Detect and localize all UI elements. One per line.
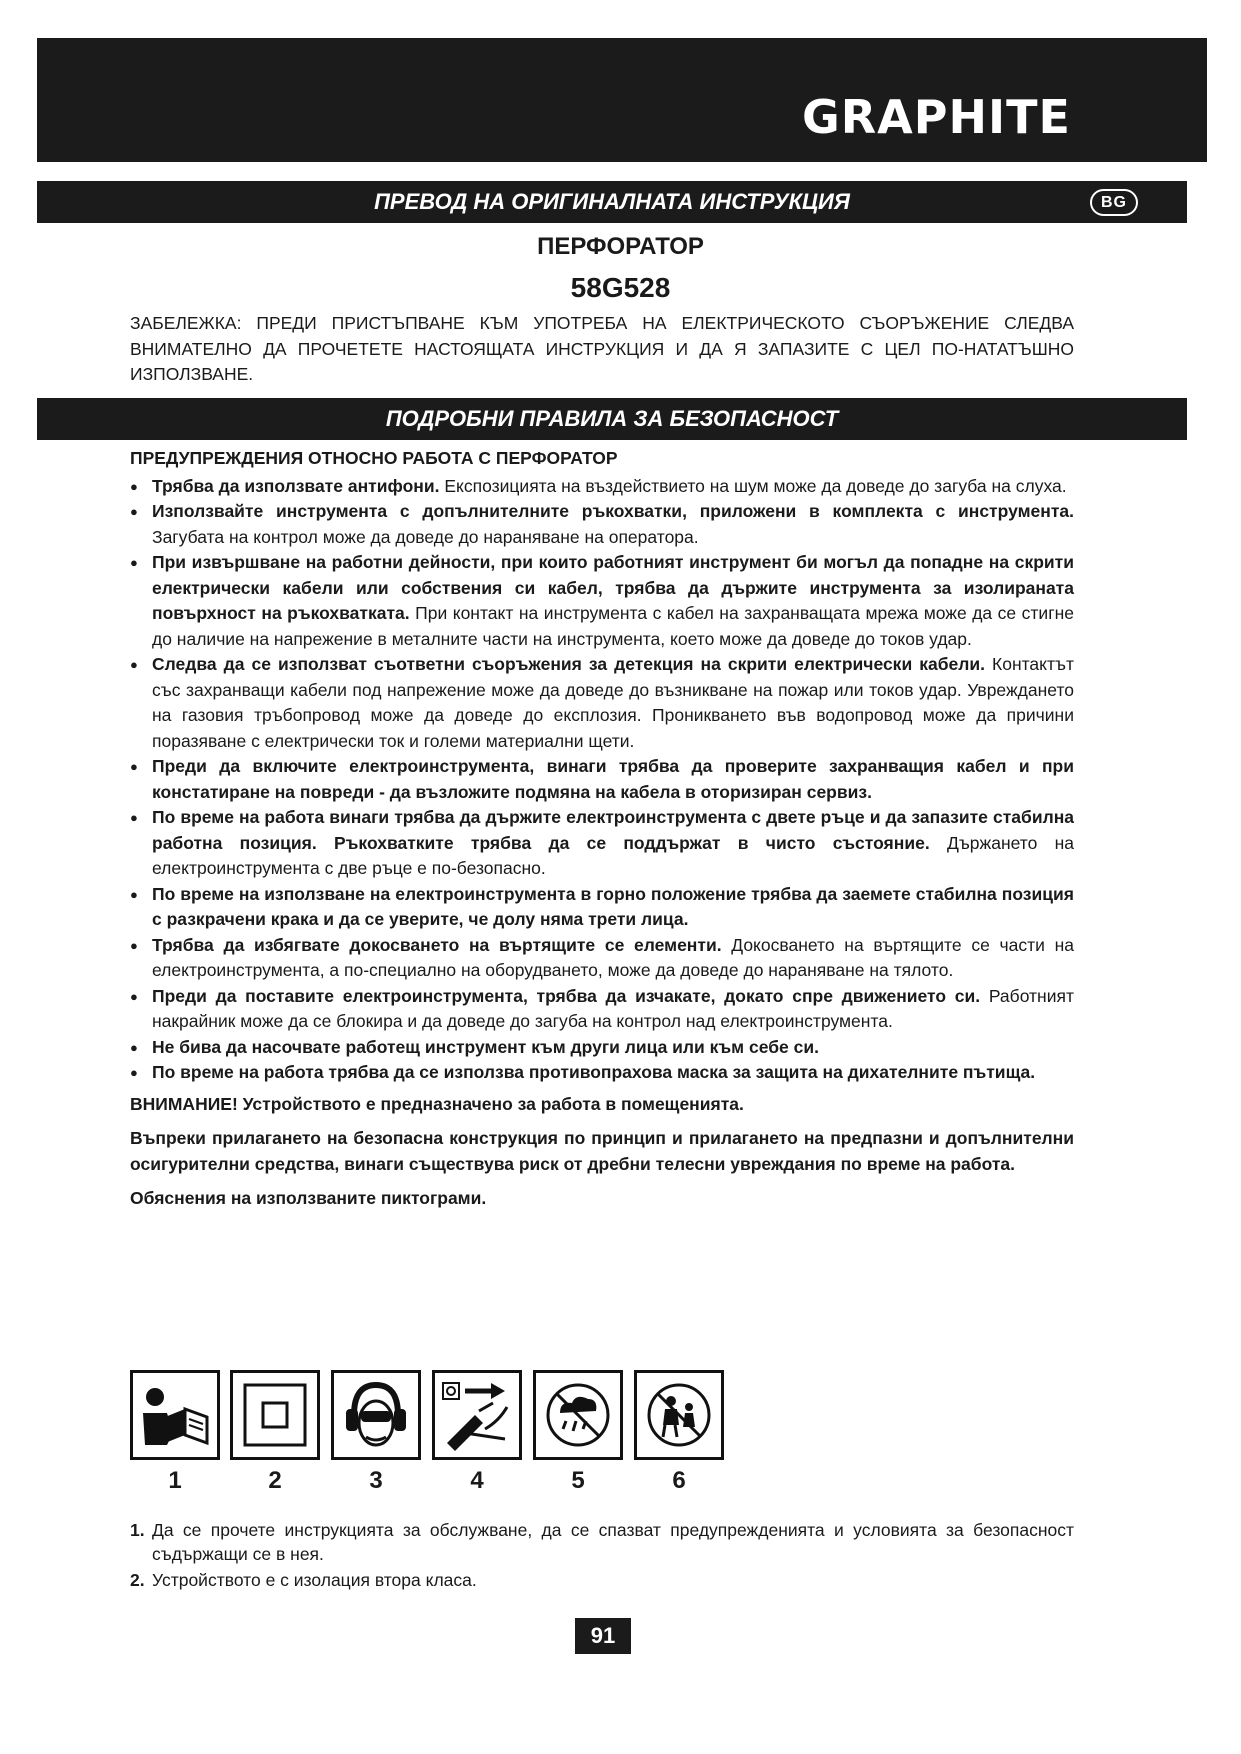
explanation-item	[130, 1518, 1074, 1566]
pictogram-number: 1	[168, 1467, 182, 1494]
warning-item	[130, 984, 1074, 1035]
no-rain-pictogram	[533, 1370, 623, 1460]
pictogram-number: 4	[470, 1467, 484, 1494]
protective-gear-pictogram	[331, 1370, 421, 1460]
warning-item	[130, 550, 1074, 652]
warning-bold: По време на работа трябва да се използва противопрахова маска за защита на дихателните пътища.	[152, 1062, 1036, 1082]
read-manual-pictogram	[130, 1370, 220, 1460]
warning-text: При контакт на инструмента с кабел на захранващата мрежа може да се стигне до наличие на напрежение в металните части на инструмента, което може да доведе до токов удар.	[152, 603, 1074, 649]
warning-item	[130, 882, 1074, 933]
product-title: ПЕРФОРАТОР	[537, 233, 704, 260]
warning-bold: По време на използване на електроинструмента в горно положение трябва да заемете стабилна позиция с разкрачени крака и да се уверите, че долу няма трети лица.	[152, 883, 1074, 929]
safety-title: ПОДРОБНИ ПРАВИЛА ЗА БЕЗОПАСНОСТ	[385, 406, 839, 431]
warning-item	[130, 754, 1074, 805]
pictograms-heading: Обяснения на използваните пиктограми.	[130, 1188, 487, 1208]
page-number: 91	[575, 1618, 631, 1654]
warning-bold: По време на работа винаги трябва да държите електроинструмента с двете ръце и да запазите стабилна работна позиция. Ръкохватките трябва да се поддържат в чисто състояние.	[152, 807, 1074, 853]
ear-eye-protection-icon	[334, 1373, 418, 1457]
warning-bold: Преди да включите електроинструмента, винаги трябва да проверите захранващия кабел и при констатиране на повреди - да възложите подмяна на кабела в оторизиран сервиз.	[152, 756, 1074, 802]
translation-title: ПРЕВОД НА ОРИГИНАЛНАТА ИНСТРУКЦИЯ	[374, 189, 850, 214]
risk-note: Въпреки прилагането на безопасна конструкция по принцип и прилагането на предпазни и допълнителни осигурителни средства, винаги съществува риск от дребни телесни увреждания по време на работа.	[130, 1128, 1074, 1174]
warning-item	[130, 933, 1074, 984]
warning-bold: Не бива да насочвате работещ инструмент към други лица или към себе си.	[152, 1036, 819, 1057]
no-children-icon	[637, 1373, 721, 1457]
warning-item	[130, 474, 1074, 500]
warning-text: Експозицията на въздействието на шум може да доведе до загуба на слуха.	[439, 475, 1067, 496]
explanation-item	[130, 1568, 1074, 1592]
language-badge: BG	[1090, 189, 1138, 216]
warning-bold: Преди да поставите електроинструмента, трябва да изчакате, докато спре движението си.	[152, 985, 981, 1006]
warning-text: Загубата на контрол може да доведе до нараняване на оператора.	[152, 526, 699, 547]
warning-bold: Трябва да избягвате докосването на въртящите се елементи.	[152, 934, 722, 955]
pictogram-explanations	[130, 1518, 1074, 1594]
warning-text: Докосването на въртящите се части на електроинструмента, а по-специално на оборудването, може да доведе до нараняване на тялото.	[152, 934, 1074, 980]
attention-note: ВНИМАНИЕ! Устройството е предназначено за работа в помещенията.	[130, 1093, 744, 1114]
warnings-heading: ПРЕДУПРЕЖДЕНИЯ ОТНОСНО РАБОТА С ПЕРФОРАТОР	[130, 448, 618, 468]
warning-text: Работният накрайник може да се блокира и да доведе до загуба на контрол над електроинструмента.	[152, 985, 1074, 1031]
explanation-number: 2.	[130, 1570, 145, 1590]
pictogram-number: 5	[571, 1467, 585, 1494]
safety-title-bar	[37, 398, 1187, 440]
warning-item	[130, 805, 1074, 882]
warning-text: Контактът със захранващи кабели под напрежение може да доведе до възникване на пожар или токов удар. Увреждането на газовия тръбопровод може да доведе до експлозия. Проникването във водопровод може да причини поразяване с електрически ток и големи материални щети.	[152, 654, 1074, 751]
keep-children-away-pictogram	[634, 1370, 724, 1460]
product-model: 58G528	[570, 272, 671, 303]
warning-bold: Следва да се използват съответни съоръжения за детекция на скрити електрически кабели.	[152, 654, 985, 674]
warning-item	[130, 1035, 1074, 1061]
explanation-text: Устройството е с изолация втора класа.	[152, 1570, 477, 1590]
read-manual-icon	[133, 1373, 217, 1457]
warning-text: Държането на електроинструмента с две ръце е по-безопасно.	[152, 832, 1074, 878]
warning-item	[130, 1060, 1074, 1086]
pictogram-number: 3	[369, 1467, 383, 1494]
warning-bold: Трябва да използвате антифони.	[152, 475, 440, 496]
reading-note: ЗАБЕЛЕЖКА: ПРЕДИ ПРИСТЪПВАНЕ КЪМ УПОТРЕБА НА ЕЛЕКТРИЧЕСКОТО СЪОРЪЖЕНИЕ СЛЕДВА ВНИМАТЕЛНО ДА ПРОЧЕТЕТЕ НАСТОЯЩАТА ИНСТРУКЦИЯ И ДА Я ЗАПАЗИТЕ С ЦЕЛ ПО-НАТАТЪШНО ИЗПОЛЗВАНЕ.	[130, 313, 1074, 384]
warning-item	[130, 652, 1074, 754]
unplug-before-service-icon	[435, 1373, 519, 1457]
graphite-logo: GRAPHITE	[802, 90, 1071, 144]
warning-bold: При извършване на работни дейности, при които работният инструмент би могъл да попадне на скрити електрически кабели или собствения си кабел, трябва да държите инструмента за изолираната повърхност на ръкохватката.	[152, 552, 1074, 623]
pictogram-number: 2	[268, 1467, 282, 1494]
explanation-text: Да се прочете инструкцията за обслужване, да се спазват предупрежденията и условията за безопасност съдържащи се в нея.	[152, 1520, 1074, 1564]
warning-item	[130, 499, 1074, 550]
pictogram-number: 6	[672, 1467, 686, 1494]
unplug-pictogram	[432, 1370, 522, 1460]
double-square-icon	[233, 1373, 317, 1457]
warning-bold: Използвайте инструмента с допълнителните ръкохватки, приложени в комплекта с инструмента.	[152, 501, 1074, 521]
warnings-list	[130, 474, 1074, 1086]
explanation-number: 1.	[130, 1520, 145, 1540]
safety-content	[130, 446, 1074, 1212]
translation-title-bar	[37, 181, 1187, 223]
double-insulation-pictogram	[230, 1370, 320, 1460]
no-rain-icon	[536, 1373, 620, 1457]
